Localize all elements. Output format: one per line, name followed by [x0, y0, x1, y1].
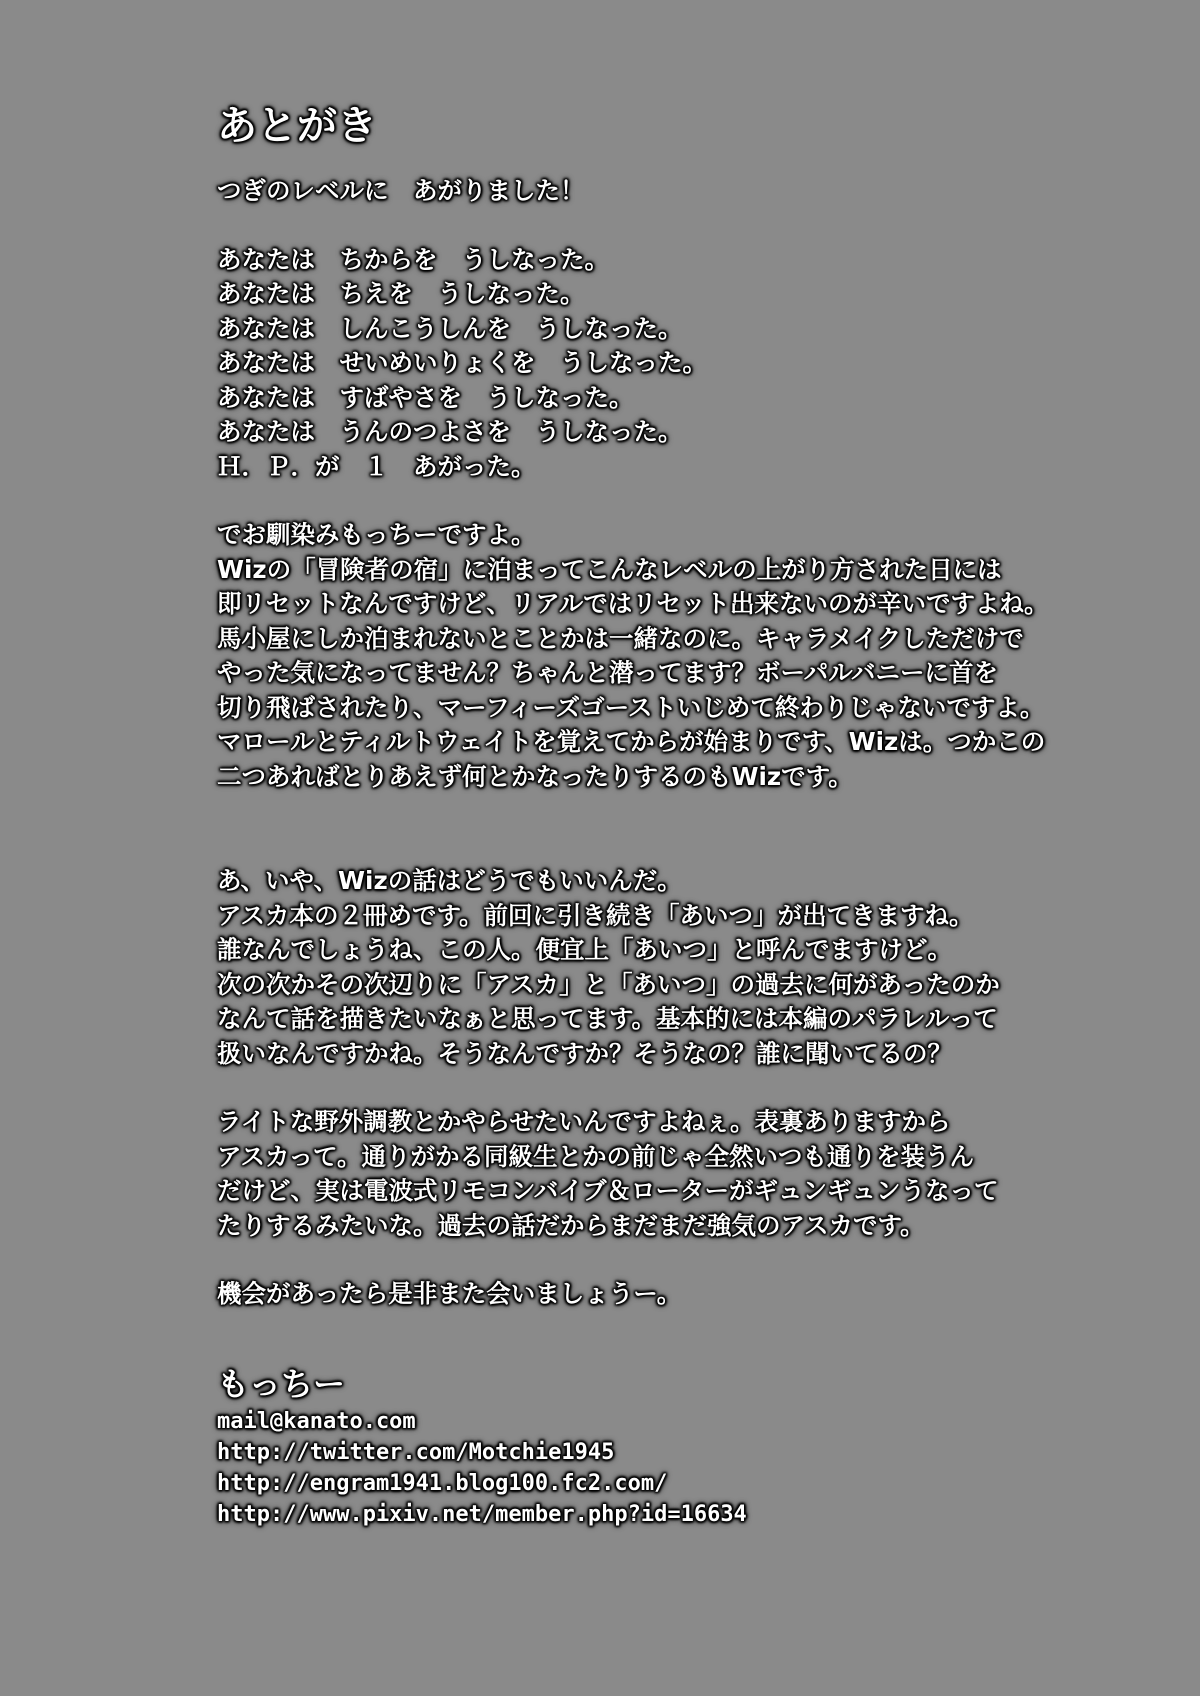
- paragraph-line: でお馴染みもっちーですよ。: [217, 520, 536, 549]
- paragraph-line: Wizの「冒険者の宿」に泊まってこんなレベルの上がり方された日には: [217, 554, 1002, 584]
- paragraph-line: たりするみたいな。過去の話だからまだまだ強気のアスカです。: [217, 1210, 925, 1240]
- contact-twitter-url: http://twitter.com/Motchie1945: [217, 1439, 615, 1465]
- level-up-line: あなたは しんこうしんを うしなった。: [217, 313, 683, 343]
- paragraph-line: 次の次かその次辺りに「アスカ」と「あいつ」の過去に何があったのか: [217, 969, 1000, 999]
- page-title: あとがき: [217, 103, 377, 149]
- level-up-heading: つぎのレベルに あがりました！: [217, 176, 585, 205]
- paragraph-line: やった気になってません？ちゃんと潜ってます？ボーパルバニーに首を: [217, 658, 999, 687]
- paragraph-line: 二つあればとりあえず何とかなったりするのもWizです。: [217, 761, 853, 791]
- level-up-line: あなたは ちえを うしなった。: [217, 279, 585, 308]
- afterword-page: [217, 100, 1147, 1530]
- contact-blog-url: http://engram1941.blog100.fc2.com/: [217, 1470, 668, 1496]
- paragraph-line: 扱いなんですかね。そうなんですか？そうなの？誰に聞いてるの？: [217, 1038, 952, 1068]
- paragraph-line: 誰なんでしょうね、この人。便宜上「あいつ」と呼んでますけど。: [217, 935, 952, 964]
- paragraph-line: アスカって。通りがかる同級生とかの前じゃ全然いつも通りを装うん: [217, 1141, 975, 1171]
- closing-line: 機会があったら是非また会いましょうー。: [217, 1279, 682, 1308]
- level-up-line: あなたは うんのつよさを うしなった。: [217, 417, 683, 446]
- level-up-line: あなたは せいめいりょくを うしなった。: [217, 348, 707, 377]
- level-up-line: あなたは すばやさを うしなった。: [217, 382, 634, 412]
- paragraph-asuka-book: [217, 864, 1147, 1071]
- paragraph-line: マロールとティルトウェイトを覚えてからが始まりです、Wizは。つかこの: [217, 727, 1046, 756]
- paragraph-outdoor: [217, 1105, 1147, 1243]
- paragraph-line: 切り飛ばされたり、マーフィーズゴーストいじめて終わりじゃないですよ。: [217, 692, 1045, 722]
- paragraph-line: 即リセットなんですけど、リアルではリセット出来ないのが辛いですよね。: [217, 589, 1049, 618]
- level-up-block: [217, 174, 1147, 484]
- paragraph-wizardry: [217, 518, 1147, 794]
- contact-email: mail@kanato.com: [217, 1408, 416, 1434]
- paragraph-line: あ、いや、Wizの話はどうでもいいんだ。: [217, 866, 682, 895]
- paragraph-line: アスカ本の２冊めです。前回に引き続き「あいつ」が出てきますね。: [217, 900, 974, 930]
- level-up-line: Ｈ．Ｐ．が １ あがった。: [217, 451, 536, 481]
- author-name: もっちー: [217, 1364, 346, 1403]
- level-up-line: あなたは ちからを うしなった。: [217, 244, 609, 274]
- paragraph-line: なんて話を描きたいなぁと思ってます。基本的には本編のパラレルって: [217, 1004, 998, 1033]
- contact-pixiv-url: http://www.pixiv.net/member.php?id=16634: [217, 1501, 747, 1527]
- paragraph-line: ライトな野外調教とかやらせたいんですよねぇ。表裏ありますから: [217, 1107, 951, 1136]
- paragraph-line: だけど、実は電波式リモコンバイブ＆ローターがギュンギュンうなって: [217, 1176, 999, 1205]
- paragraph-line: 馬小屋にしか泊まれないとことかは一緒なのに。キャラメイクしただけで: [217, 623, 1024, 653]
- author-block: [217, 1364, 1147, 1530]
